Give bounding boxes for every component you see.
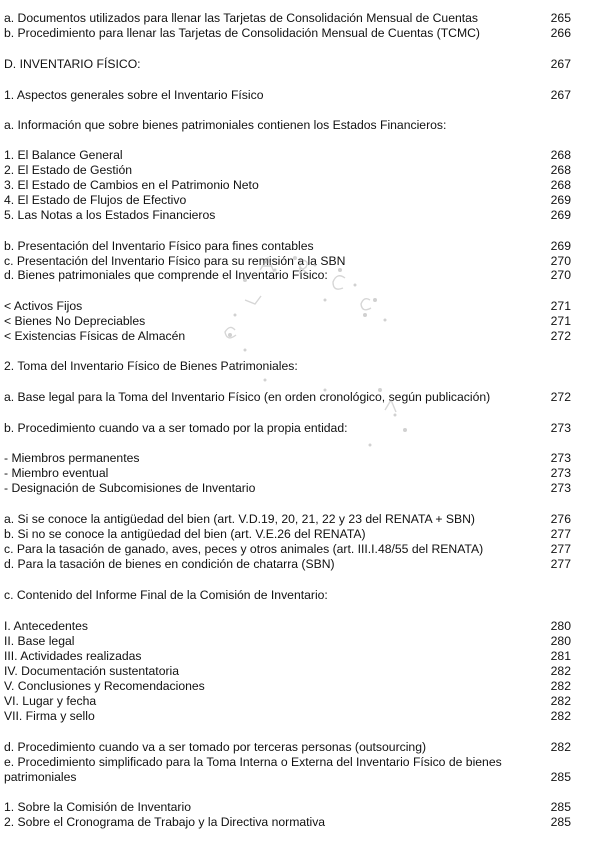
toc-subheading [4, 588, 571, 603]
toc-entry-text: II. Base legal [4, 634, 75, 648]
toc-entry-text: VI. Lugar y fecha [4, 694, 97, 708]
toc-entry-text: 4. El Estado de Flujos de Efectivo [4, 193, 187, 207]
toc-entry-page: 277 [550, 542, 571, 556]
toc-entry [4, 709, 571, 724]
toc-subheading [4, 359, 571, 374]
toc-entry-page: 282 [550, 740, 571, 754]
toc-entry-text: V. Conclusiones y Recomendaciones [4, 679, 205, 693]
toc-entry [4, 815, 571, 830]
toc-entry-page: 273 [550, 451, 571, 465]
toc-entry-page: 270 [550, 268, 571, 282]
toc-entry-text: d. Para la tasación de bienes en condición de chatarra (SBN) [4, 557, 335, 571]
toc-entry-page: 273 [550, 481, 571, 495]
toc-entry [4, 740, 571, 755]
toc-entry-page: 271 [550, 314, 571, 328]
toc-entry-text: c. Contenido del Informe Final de la Comisión de Inventario: [4, 588, 328, 602]
toc-entry-text: b. Presentación del Inventario Físico para fines contables [4, 239, 314, 253]
toc-entry-page: 265 [550, 11, 571, 25]
toc-entry [4, 88, 571, 103]
toc-entry-page: 269 [550, 193, 571, 207]
toc-entry [4, 527, 571, 542]
toc-entry-page: 272 [550, 390, 571, 404]
toc-entry-page: 268 [550, 163, 571, 177]
toc-entry-text: III. Actividades realizadas [4, 649, 142, 663]
toc-entry [4, 542, 571, 557]
toc-entry-text: c. Presentación del Inventario Físico para su remisión a la SBN [4, 254, 346, 268]
toc-entry [4, 11, 571, 26]
toc-entry [4, 649, 571, 664]
toc-entry-page: 268 [550, 178, 571, 192]
toc-entry-page: 267 [550, 57, 571, 71]
toc-entry-page: 280 [550, 634, 571, 648]
toc-entry [4, 481, 571, 496]
toc-entry [4, 239, 571, 254]
toc-entry-text: 3. El Estado de Cambios en el Patrimonio Neto [4, 178, 259, 192]
toc-entry-text: b. Procedimiento cuando va a ser tomado por la propia entidad: [4, 421, 348, 435]
toc-entry-page: 268 [550, 148, 571, 162]
toc-entry [4, 634, 571, 649]
toc-section-heading [4, 57, 571, 72]
toc-entry [4, 208, 571, 223]
toc-entry-text: 1. Aspectos generales sobre el Inventario Físico [4, 88, 264, 102]
toc-entry-text: e. Procedimiento simplificado para la Toma Interna o Externa del Inventario Físico de bienes patrimoniales [4, 755, 502, 784]
toc-entry [4, 193, 571, 208]
toc-entry-page: 266 [550, 26, 571, 40]
toc-entry [4, 329, 571, 344]
toc-entry-text: IV. Documentación sustentatoria [4, 664, 180, 678]
toc-entry-page: 267 [550, 88, 571, 102]
toc-entry-text: a. Si se conoce la antigüedad del bien (art. V.D.19, 20, 21, 22 y 23 del RENATA + SBN) [4, 512, 475, 526]
toc-subheading [4, 118, 571, 133]
toc-entry [4, 254, 571, 269]
toc-entry-text: < Bienes No Depreciables [4, 314, 146, 328]
toc-entry [4, 619, 571, 634]
toc-entry-text: a. Documentos utilizados para llenar las Tarjetas de Consolidación Mensual de Cuentas [4, 11, 479, 25]
toc-entry-page: 269 [550, 208, 571, 222]
toc-entry [4, 679, 571, 694]
toc-entry [4, 512, 571, 527]
toc-entry-page: 271 [550, 299, 571, 313]
toc-entry-page: 282 [550, 694, 571, 708]
toc-entry-page: 272 [550, 329, 571, 343]
toc-entry-text: 1. El Balance General [4, 148, 123, 162]
toc-entry [4, 268, 571, 283]
toc-entry-page: 280 [550, 619, 571, 633]
toc-entry-text: I. Antecedentes [4, 619, 89, 633]
toc-entry-text: VII. Firma y sello [4, 709, 95, 723]
toc-entry-text: 1. Sobre la Comisión de Inventario [4, 800, 191, 814]
toc-entry-page: 282 [550, 709, 571, 723]
toc-entry [4, 466, 571, 481]
toc-entry-text: - Miembro eventual [4, 466, 109, 480]
toc-entry-page: 277 [550, 557, 571, 571]
toc-entry-text: d. Procedimiento cuando va a ser tomado por terceras personas (outsourcing) [4, 740, 427, 754]
toc-entry [4, 314, 571, 329]
toc-entry-text: 2. Toma del Inventario Físico de Bienes Patrimoniales: [4, 359, 298, 373]
toc-entry-page: 270 [550, 254, 571, 268]
toc-entry-text: - Miembros permanentes [4, 451, 140, 465]
toc-entry-page: 282 [550, 679, 571, 693]
toc-entry [4, 299, 571, 314]
toc-entry [4, 163, 571, 178]
toc-entry-page: 285 [550, 800, 571, 814]
toc-entry-text: b. Si no se conoce la antigüedad del bien (art. V.E.26 del RENATA) [4, 527, 366, 541]
toc-entry [4, 557, 571, 572]
toc-entry [4, 421, 571, 436]
toc-entry-text: D. INVENTARIO FÍSICO: [4, 57, 141, 71]
toc-entry-text: 5. Las Notas a los Estados Financieros [4, 208, 216, 222]
toc-entry-text: 2. Sobre el Cronograma de Trabajo y la Directiva normativa [4, 815, 326, 829]
toc-entry-text: b. Procedimiento para llenar las Tarjetas de Consolidación Mensual de Cuentas (TCMC) [4, 26, 480, 40]
toc-entry [4, 148, 571, 163]
toc-entry-text: - Designación de Subcomisiones de Inventario [4, 481, 256, 495]
toc-entry-page: 285 [550, 770, 571, 784]
toc-entry-text: d. Bienes patrimoniales que comprende el Inventario Físico: [4, 268, 328, 282]
toc-entry [4, 800, 571, 815]
toc-entry-text: < Activos Fijos [4, 299, 83, 313]
toc-entry-page: 282 [550, 664, 571, 678]
toc-entry-text: a. Información que sobre bienes patrimoniales contienen los Estados Financieros: [4, 118, 447, 132]
toc-entry [4, 178, 571, 193]
toc-entry [4, 451, 571, 466]
toc-entry [4, 664, 571, 679]
toc-entry-page: 277 [550, 527, 571, 541]
toc-entry-page: 273 [550, 466, 571, 480]
toc-entry-text: 2. El Estado de Gestión [4, 163, 133, 177]
toc-entry-page: 281 [550, 649, 571, 663]
toc-entry [4, 390, 571, 405]
toc-entry-page: 276 [550, 512, 571, 526]
toc-entry-page: 285 [550, 815, 571, 829]
toc-entry [4, 694, 571, 709]
toc-entry [4, 755, 571, 785]
toc-entry-page: 269 [550, 239, 571, 253]
toc-entry-text: c. Para la tasación de ganado, aves, peces y otros animales (art. III.I.48/55 del RENATA) [4, 542, 484, 556]
toc-entry [4, 26, 571, 41]
toc-entry-text: a. Base legal para la Toma del Inventario Físico (en orden cronológico, según publicación) [4, 390, 491, 404]
toc-entry-text: < Existencias Físicas de Almacén [4, 329, 186, 343]
toc-entry-page: 273 [550, 421, 571, 435]
